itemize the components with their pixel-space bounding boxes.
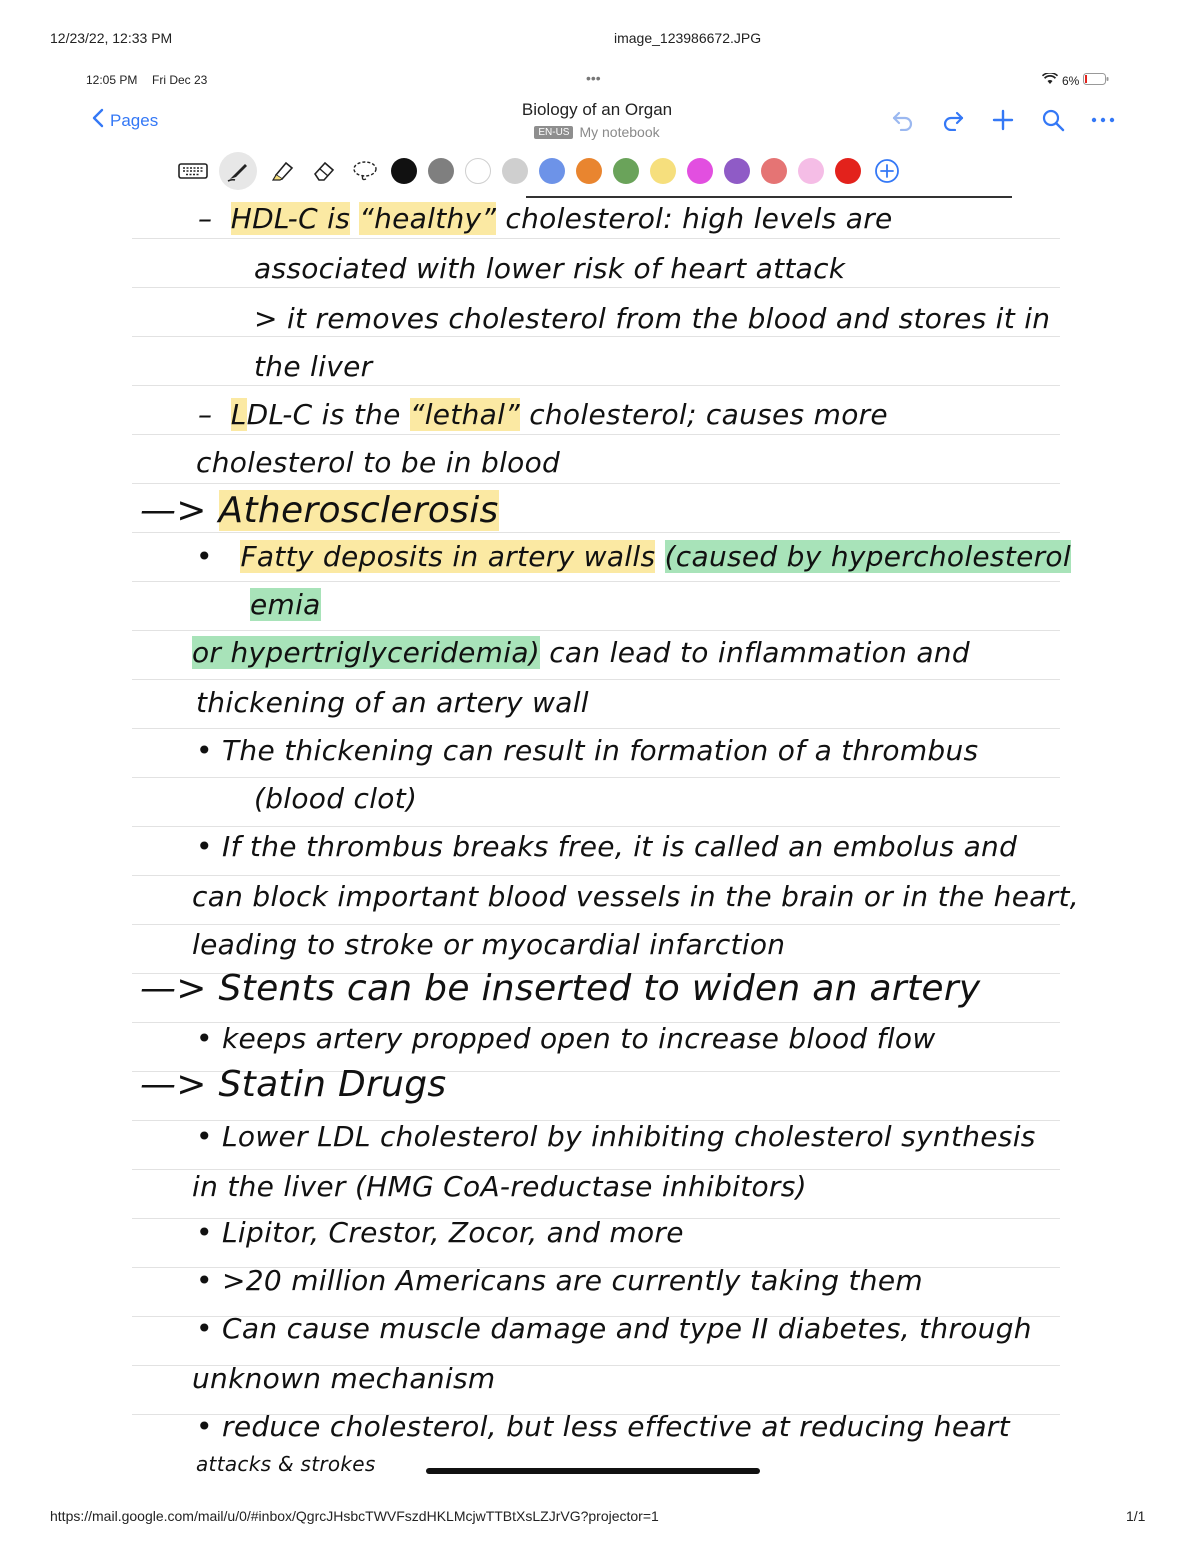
undo-icon[interactable] xyxy=(886,106,920,134)
dash: – xyxy=(198,398,213,431)
note-line: attacks & strokes xyxy=(196,1452,376,1476)
ruled-line xyxy=(132,434,1060,435)
ruled-line xyxy=(132,238,1060,239)
highlight-yellow: L xyxy=(230,398,247,431)
note-line xyxy=(196,540,1071,573)
back-label: Pages xyxy=(110,110,159,130)
note-line: leading to stroke or myocardial infarction xyxy=(192,928,786,961)
note-text: DL-C is the xyxy=(246,398,401,431)
ruled-line xyxy=(132,581,1060,582)
highlight-yellow: “lethal” xyxy=(409,398,520,431)
note-line: the liver xyxy=(254,350,373,383)
note-text: cholesterol: high levels are xyxy=(505,202,893,235)
ruled-line xyxy=(132,532,1060,533)
language-badge: EN-US xyxy=(534,126,573,139)
note-line: • keeps artery propped open to increase blood flow xyxy=(196,1022,936,1055)
highlight-green: (caused by hypercholesterol xyxy=(664,540,1071,573)
heading-line: —> Statin Drugs xyxy=(140,1064,447,1105)
note-line: • Lipitor, Crestor, Zocor, and more xyxy=(196,1216,684,1249)
note-line: > it removes cholesterol from the blood and stores it in xyxy=(254,302,1051,335)
note-line: in the liver (HMG CoA-reductase inhibitors) xyxy=(192,1170,807,1203)
home-indicator[interactable] xyxy=(426,1468,760,1474)
lasso-icon[interactable] xyxy=(350,156,380,186)
status-time: 12:05 PM xyxy=(86,73,138,87)
print-url: https://mail.google.com/mail/u/0/#inbox/QgrcJHsbcTWVFszdHKLMcjwTTBtXsLZJrVG?projector=1 xyxy=(50,1508,659,1524)
status-right xyxy=(1042,73,1109,88)
print-page-number: 1/1 xyxy=(1126,1508,1146,1524)
redo-icon[interactable] xyxy=(936,106,970,134)
note-text: can lead to inflammation and xyxy=(549,636,970,669)
highlight-yellow: “healthy” xyxy=(359,202,497,235)
ruled-line xyxy=(132,679,1060,680)
status-date: Fri Dec 23 xyxy=(152,73,208,87)
keyboard-icon[interactable] xyxy=(178,156,208,186)
bullet: • xyxy=(196,540,213,573)
notebook-name: My notebook xyxy=(579,124,660,140)
color-orange[interactable] xyxy=(576,158,602,184)
print-filename: image_123986672.JPG xyxy=(614,30,762,46)
ruled-line xyxy=(132,826,1060,827)
color-black[interactable] xyxy=(391,158,417,184)
ruled-line xyxy=(132,875,1060,876)
note-line: can block important blood vessels in the brain or in the heart, xyxy=(192,880,1079,913)
note-text: cholesterol; causes more xyxy=(529,398,888,431)
wifi-icon xyxy=(1042,73,1058,88)
note-line: • >20 million Americans are currently taking them xyxy=(196,1264,923,1297)
note-line: associated with lower risk of heart attack xyxy=(254,252,846,285)
battery-icon xyxy=(1083,73,1109,88)
eraser-icon[interactable] xyxy=(309,156,339,186)
ruled-line xyxy=(132,777,1060,778)
arrow: —> xyxy=(140,490,207,531)
dash: – xyxy=(198,202,213,235)
note-line xyxy=(250,588,321,621)
battery-percent: 6% xyxy=(1062,73,1080,88)
ruled-line xyxy=(132,336,1060,337)
note-line: thickening of an artery wall xyxy=(196,686,589,719)
nav-actions xyxy=(886,106,1120,134)
toolbar-divider xyxy=(526,196,1012,198)
color-green[interactable] xyxy=(613,158,639,184)
note-line: (blood clot) xyxy=(254,782,418,815)
highlight-yellow: HDL-C is xyxy=(230,202,351,235)
color-pink[interactable] xyxy=(798,158,824,184)
color-yellow[interactable] xyxy=(650,158,676,184)
heading-line xyxy=(140,490,499,531)
note-line xyxy=(198,202,893,235)
color-red[interactable] xyxy=(835,158,861,184)
note-line: • reduce cholesterol, but less effective at reducing heart xyxy=(196,1410,1010,1443)
color-salmon[interactable] xyxy=(761,158,787,184)
highlight-green: emia xyxy=(250,588,321,621)
pen-icon[interactable] xyxy=(219,152,257,190)
color-light-gray[interactable] xyxy=(502,158,528,184)
ruled-line xyxy=(132,728,1060,729)
ruled-line xyxy=(132,385,1060,386)
highlight-green: or hypertriglyceridemia) xyxy=(192,636,541,669)
color-blue[interactable] xyxy=(539,158,565,184)
color-white[interactable] xyxy=(465,158,491,184)
note-line: • If the thrombus breaks free, it is called an embolus and xyxy=(196,830,1018,863)
multitask-dots[interactable]: ••• xyxy=(586,70,601,86)
note-line: cholesterol to be in blood xyxy=(196,446,561,479)
note-line: • Lower LDL cholesterol by inhibiting cholesterol synthesis xyxy=(196,1120,1036,1153)
drawing-toolbar xyxy=(178,152,902,190)
note-line: • The thickening can result in formation of a thrombus xyxy=(196,734,979,767)
plus-icon[interactable] xyxy=(986,106,1020,134)
note-line: unknown mechanism xyxy=(192,1362,496,1395)
color-magenta[interactable] xyxy=(687,158,713,184)
add-color-icon[interactable] xyxy=(872,156,902,186)
color-purple[interactable] xyxy=(724,158,750,184)
print-datetime: 12/23/22, 12:33 PM xyxy=(50,30,173,46)
highlighter-icon[interactable] xyxy=(268,156,298,186)
note-line xyxy=(192,636,970,669)
heading-line: —> Stents can be inserted to widen an artery xyxy=(140,968,981,1009)
ruled-line xyxy=(132,924,1060,925)
search-icon[interactable] xyxy=(1036,106,1070,134)
ruled-line xyxy=(132,287,1060,288)
highlight-yellow: Atherosclerosis xyxy=(218,490,499,531)
highlight-yellow: Fatty deposits in artery walls xyxy=(240,540,656,573)
color-gray[interactable] xyxy=(428,158,454,184)
page-title[interactable]: Biology of an Organ xyxy=(521,100,673,119)
more-icon[interactable] xyxy=(1086,106,1120,134)
ruled-line xyxy=(132,630,1060,631)
note-line xyxy=(198,398,888,431)
note-line: • Can cause muscle damage and type II diabetes, through xyxy=(196,1312,1032,1345)
ruled-line xyxy=(132,483,1060,484)
